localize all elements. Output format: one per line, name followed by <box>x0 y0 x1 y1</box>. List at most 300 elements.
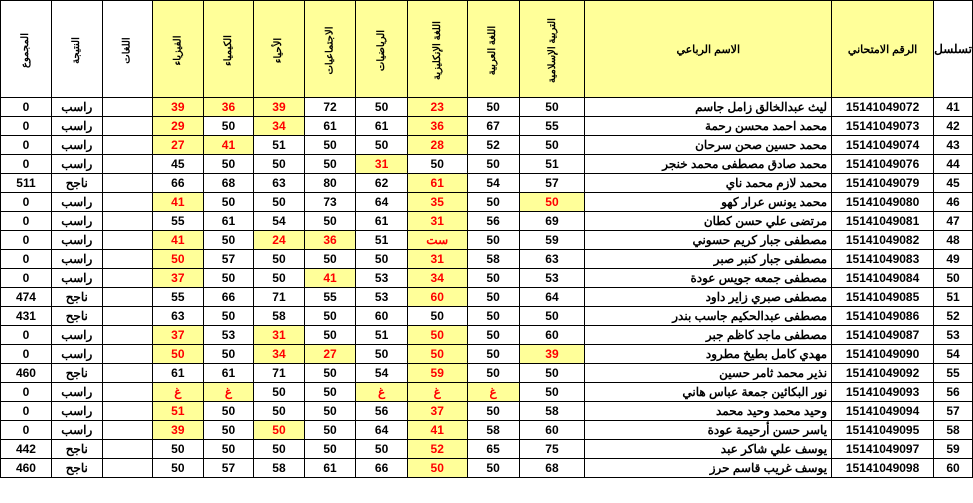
biology-cell: 58 <box>254 307 304 326</box>
student-name-cell: نور البكائين جمعة عباس هاني <box>585 383 832 402</box>
table-row <box>1 459 973 478</box>
social-cell: 61 <box>304 459 356 478</box>
english-cell: 34 <box>407 269 467 288</box>
exam-number-cell: 15141049080 <box>832 193 934 212</box>
social-cell: 50 <box>304 421 356 440</box>
social-cell: 50 <box>304 364 356 383</box>
biology-cell: 54 <box>254 212 304 231</box>
serial-cell: 54 <box>934 345 973 364</box>
islamic-cell: 50 <box>519 193 585 212</box>
islamic-cell: 60 <box>519 326 585 345</box>
student-name-cell: مصطفى جبار كنبر صبر <box>585 250 832 269</box>
math-cell: 53 <box>356 269 407 288</box>
islamic-cell: 50 <box>519 307 585 326</box>
biology-cell: 71 <box>254 364 304 383</box>
social-cell: 50 <box>304 326 356 345</box>
student-name-cell: مرتضى علي حسن كطان <box>585 212 832 231</box>
table-row <box>1 212 973 231</box>
arabic-cell: غ <box>467 383 519 402</box>
total-cell: 511 <box>1 174 52 193</box>
english-cell: 50 <box>407 326 467 345</box>
serial-cell: 57 <box>934 402 973 421</box>
islamic-cell: 50 <box>519 136 585 155</box>
math-cell: 50 <box>356 98 407 117</box>
physics-cell: 39 <box>153 98 204 117</box>
arabic-cell: 50 <box>467 345 519 364</box>
islamic-cell: 59 <box>519 231 585 250</box>
english-cell: غ <box>407 383 467 402</box>
serial-cell: 52 <box>934 307 973 326</box>
chemistry-cell: 36 <box>203 98 254 117</box>
physics-cell: 39 <box>153 421 204 440</box>
total-cell: 0 <box>1 231 52 250</box>
student-name-cell: محمد لازم محمد ناي <box>585 174 832 193</box>
arabic-cell: 56 <box>467 212 519 231</box>
exam-number-cell: 15141049093 <box>832 383 934 402</box>
header-row <box>1 1 973 98</box>
biology-cell: 71 <box>254 288 304 307</box>
math-cell: 51 <box>356 231 407 250</box>
result-cell: ناجح <box>51 174 102 193</box>
languages-cell <box>102 288 152 307</box>
physics-cell: 50 <box>153 345 204 364</box>
serial-cell: 49 <box>934 250 973 269</box>
social-cell: 50 <box>304 212 356 231</box>
exam-number-cell: 15141049086 <box>832 307 934 326</box>
biology-cell: 51 <box>254 136 304 155</box>
islamic-cell: 75 <box>519 440 585 459</box>
serial-cell: 48 <box>934 231 973 250</box>
islamic-cell: 51 <box>519 155 585 174</box>
student-name-cell: محمد حسين صحن سرحان <box>585 136 832 155</box>
total-cell: 460 <box>1 459 52 478</box>
physics-cell: 50 <box>153 250 204 269</box>
total-cell: 431 <box>1 307 52 326</box>
islamic-cell: 60 <box>519 421 585 440</box>
chemistry-cell: 57 <box>203 459 254 478</box>
islamic-cell: 50 <box>519 383 585 402</box>
social-cell: 50 <box>304 307 356 326</box>
student-name-cell: مصطفى جمعه جويس عودة <box>585 269 832 288</box>
chemistry-cell: 53 <box>203 326 254 345</box>
languages-cell <box>102 193 152 212</box>
social-cell: 50 <box>304 136 356 155</box>
table-row <box>1 269 973 288</box>
biology-cell: 34 <box>254 345 304 364</box>
exam-number-cell: 15141049084 <box>832 269 934 288</box>
total-cell: 474 <box>1 288 52 307</box>
table-row <box>1 288 973 307</box>
header-exam-number: الرقم الامتحاني <box>832 1 934 98</box>
social-cell: 80 <box>304 174 356 193</box>
social-cell: 50 <box>304 155 356 174</box>
math-cell: غ <box>356 383 407 402</box>
languages-cell <box>102 440 152 459</box>
math-cell: 53 <box>356 288 407 307</box>
english-cell: 31 <box>407 250 467 269</box>
result-cell: ناجح <box>51 364 102 383</box>
math-cell: 62 <box>356 174 407 193</box>
physics-cell: 66 <box>153 174 204 193</box>
languages-cell <box>102 364 152 383</box>
student-name-cell: ليث عبدالخالق زامل جاسم <box>585 98 832 117</box>
table-row <box>1 383 973 402</box>
math-cell: 64 <box>356 193 407 212</box>
social-cell: 55 <box>304 288 356 307</box>
social-cell: 50 <box>304 402 356 421</box>
header-serial: تسلسل <box>934 1 973 98</box>
islamic-cell: 39 <box>519 345 585 364</box>
islamic-cell: 63 <box>519 250 585 269</box>
table-row <box>1 402 973 421</box>
exam-number-cell: 15141049098 <box>832 459 934 478</box>
table-row <box>1 117 973 136</box>
islamic-cell: 57 <box>519 174 585 193</box>
english-cell: 50 <box>407 459 467 478</box>
total-cell: 0 <box>1 383 52 402</box>
exam-number-cell: 15141049076 <box>832 155 934 174</box>
islamic-cell: 50 <box>519 364 585 383</box>
student-name-cell: محمد صادق مصطفى محمد خنجر <box>585 155 832 174</box>
languages-cell <box>102 269 152 288</box>
serial-cell: 42 <box>934 117 973 136</box>
student-name-cell: مصطفى ماجد كاظم جبر <box>585 326 832 345</box>
social-cell: 41 <box>304 269 356 288</box>
chemistry-cell: 50 <box>203 307 254 326</box>
biology-cell: 50 <box>254 421 304 440</box>
exam-number-cell: 15141049087 <box>832 326 934 345</box>
total-cell: 0 <box>1 326 52 345</box>
total-cell: 0 <box>1 250 52 269</box>
chemistry-cell: 61 <box>203 212 254 231</box>
social-cell: 50 <box>304 440 356 459</box>
arabic-cell: 52 <box>467 136 519 155</box>
chemistry-cell: 50 <box>203 269 254 288</box>
social-cell: 72 <box>304 98 356 117</box>
biology-cell: 50 <box>254 402 304 421</box>
chemistry-cell: 57 <box>203 250 254 269</box>
social-cell: 73 <box>304 193 356 212</box>
islamic-cell: 53 <box>519 269 585 288</box>
arabic-cell: 50 <box>467 459 519 478</box>
english-cell: 60 <box>407 288 467 307</box>
exam-number-cell: 15141049085 <box>832 288 934 307</box>
exam-number-cell: 15141049072 <box>832 98 934 117</box>
chemistry-cell: 50 <box>203 402 254 421</box>
result-cell: راسب <box>51 269 102 288</box>
physics-cell: 29 <box>153 117 204 136</box>
english-cell: 59 <box>407 364 467 383</box>
total-cell: 0 <box>1 421 52 440</box>
languages-cell <box>102 383 152 402</box>
exam-number-cell: 15141049094 <box>832 402 934 421</box>
biology-cell: 24 <box>254 231 304 250</box>
student-name-cell: محمد يونس عرار كهو <box>585 193 832 212</box>
exam-number-cell: 15141049082 <box>832 231 934 250</box>
physics-cell: 50 <box>153 440 204 459</box>
serial-cell: 53 <box>934 326 973 345</box>
english-cell: 50 <box>407 345 467 364</box>
social-cell: 61 <box>304 117 356 136</box>
chemistry-cell: 50 <box>203 155 254 174</box>
physics-cell: 51 <box>153 402 204 421</box>
arabic-cell: 50 <box>467 269 519 288</box>
math-cell: 51 <box>356 326 407 345</box>
header-math: الرياضيات <box>356 1 407 98</box>
math-cell: 61 <box>356 212 407 231</box>
physics-cell: غ <box>153 383 204 402</box>
languages-cell <box>102 212 152 231</box>
social-cell: 50 <box>304 383 356 402</box>
english-cell: 50 <box>407 155 467 174</box>
biology-cell: 50 <box>254 383 304 402</box>
biology-cell: 31 <box>254 326 304 345</box>
exam-number-cell: 15141049081 <box>832 212 934 231</box>
result-cell: ناجح <box>51 440 102 459</box>
serial-cell: 55 <box>934 364 973 383</box>
arabic-cell: 50 <box>467 326 519 345</box>
languages-cell <box>102 402 152 421</box>
total-cell: 0 <box>1 193 52 212</box>
english-cell: 36 <box>407 117 467 136</box>
physics-cell: 27 <box>153 136 204 155</box>
table-row <box>1 326 973 345</box>
physics-cell: 55 <box>153 212 204 231</box>
header-social: الاجتماعيات <box>304 1 356 98</box>
languages-cell <box>102 307 152 326</box>
result-cell: راسب <box>51 212 102 231</box>
exam-number-cell: 15141049090 <box>832 345 934 364</box>
header-languages: اللغات <box>102 1 152 98</box>
total-cell: 0 <box>1 98 52 117</box>
arabic-cell: 65 <box>467 440 519 459</box>
languages-cell <box>102 155 152 174</box>
result-cell: راسب <box>51 155 102 174</box>
languages-cell <box>102 459 152 478</box>
chemistry-cell: 61 <box>203 364 254 383</box>
student-name-cell: يوسف غريب قاسم حرز <box>585 459 832 478</box>
biology-cell: 50 <box>254 155 304 174</box>
chemistry-cell: 50 <box>203 440 254 459</box>
arabic-cell: 50 <box>467 307 519 326</box>
math-cell: 56 <box>356 402 407 421</box>
languages-cell <box>102 136 152 155</box>
total-cell: 0 <box>1 212 52 231</box>
result-cell: راسب <box>51 98 102 117</box>
total-cell: 0 <box>1 117 52 136</box>
table-row <box>1 193 973 212</box>
serial-cell: 47 <box>934 212 973 231</box>
languages-cell <box>102 174 152 193</box>
biology-cell: 50 <box>254 269 304 288</box>
total-cell: 0 <box>1 136 52 155</box>
serial-cell: 60 <box>934 459 973 478</box>
physics-cell: 50 <box>153 459 204 478</box>
result-cell: راسب <box>51 421 102 440</box>
chemistry-cell: 41 <box>203 136 254 155</box>
total-cell: 0 <box>1 269 52 288</box>
physics-cell: 61 <box>153 364 204 383</box>
arabic-cell: 50 <box>467 193 519 212</box>
languages-cell <box>102 326 152 345</box>
math-cell: 50 <box>356 440 407 459</box>
table-row <box>1 345 973 364</box>
table-row <box>1 421 973 440</box>
result-cell: راسب <box>51 250 102 269</box>
total-cell: 442 <box>1 440 52 459</box>
exam-number-cell: 15141049079 <box>832 174 934 193</box>
result-cell: ناجح <box>51 288 102 307</box>
table-row <box>1 136 973 155</box>
chemistry-cell: 50 <box>203 345 254 364</box>
english-cell: 37 <box>407 402 467 421</box>
arabic-cell: 50 <box>467 364 519 383</box>
serial-cell: 43 <box>934 136 973 155</box>
english-cell: 23 <box>407 98 467 117</box>
physics-cell: 41 <box>153 193 204 212</box>
biology-cell: 34 <box>254 117 304 136</box>
english-cell: 28 <box>407 136 467 155</box>
english-cell: 35 <box>407 193 467 212</box>
table-row <box>1 231 973 250</box>
header-result: النتيجة <box>51 1 102 98</box>
math-cell: 50 <box>356 345 407 364</box>
exam-number-cell: 15141049073 <box>832 117 934 136</box>
chemistry-cell: 68 <box>203 174 254 193</box>
chemistry-cell: غ <box>203 383 254 402</box>
physics-cell: 37 <box>153 269 204 288</box>
physics-cell: 63 <box>153 307 204 326</box>
english-cell: 31 <box>407 212 467 231</box>
table-row <box>1 440 973 459</box>
table-row <box>1 307 973 326</box>
math-cell: 61 <box>356 117 407 136</box>
english-cell: 50 <box>407 307 467 326</box>
islamic-cell: 58 <box>519 402 585 421</box>
math-cell: 66 <box>356 459 407 478</box>
student-name-cell: مصطفى عبدالحكيم جاسب بندر <box>585 307 832 326</box>
student-name-cell: مصطفى صبري زاير داود <box>585 288 832 307</box>
exam-number-cell: 15141049095 <box>832 421 934 440</box>
student-name-cell: نذير محمد ثامر حسين <box>585 364 832 383</box>
serial-cell: 50 <box>934 269 973 288</box>
chemistry-cell: 66 <box>203 288 254 307</box>
student-name-cell: مهدي كامل بطيخ مطرود <box>585 345 832 364</box>
arabic-cell: 50 <box>467 288 519 307</box>
arabic-cell: 58 <box>467 250 519 269</box>
serial-cell: 45 <box>934 174 973 193</box>
biology-cell: 63 <box>254 174 304 193</box>
total-cell: 0 <box>1 155 52 174</box>
english-cell: ست <box>407 231 467 250</box>
header-chemistry: الكيمياء <box>203 1 254 98</box>
student-name-cell: محمد احمد محسن رحمة <box>585 117 832 136</box>
math-cell: 50 <box>356 136 407 155</box>
arabic-cell: 58 <box>467 421 519 440</box>
header-name: الاسم الرباعي <box>585 1 832 98</box>
arabic-cell: 50 <box>467 98 519 117</box>
chemistry-cell: 50 <box>203 117 254 136</box>
result-cell: راسب <box>51 345 102 364</box>
languages-cell <box>102 98 152 117</box>
result-cell: راسب <box>51 193 102 212</box>
exam-number-cell: 15141049092 <box>832 364 934 383</box>
english-cell: 61 <box>407 174 467 193</box>
result-cell: راسب <box>51 326 102 345</box>
result-cell: ناجح <box>51 459 102 478</box>
table-row <box>1 155 973 174</box>
student-name-cell: وحيد محمد وحيد محمد <box>585 402 832 421</box>
biology-cell: 50 <box>254 440 304 459</box>
student-name-cell: مصطفى جبار كريم حسوني <box>585 231 832 250</box>
student-name-cell: ياسر حسن أرحيمة عودة <box>585 421 832 440</box>
serial-cell: 41 <box>934 98 973 117</box>
social-cell: 36 <box>304 231 356 250</box>
islamic-cell: 68 <box>519 459 585 478</box>
total-cell: 0 <box>1 345 52 364</box>
serial-cell: 44 <box>934 155 973 174</box>
islamic-cell: 69 <box>519 212 585 231</box>
biology-cell: 50 <box>254 193 304 212</box>
header-islamic: التربية الإسلامية <box>519 1 585 98</box>
serial-cell: 46 <box>934 193 973 212</box>
header-arabic: اللغة العربية <box>467 1 519 98</box>
islamic-cell: 64 <box>519 288 585 307</box>
result-cell: ناجح <box>51 307 102 326</box>
physics-cell: 37 <box>153 326 204 345</box>
total-cell: 460 <box>1 364 52 383</box>
exam-number-cell: 15141049074 <box>832 136 934 155</box>
languages-cell <box>102 231 152 250</box>
header-total: المجموع <box>1 1 52 98</box>
english-cell: 52 <box>407 440 467 459</box>
arabic-cell: 50 <box>467 402 519 421</box>
serial-cell: 51 <box>934 288 973 307</box>
exam-number-cell: 15141049083 <box>832 250 934 269</box>
table-row <box>1 250 973 269</box>
header-physics: الفيزياء <box>153 1 204 98</box>
result-cell: راسب <box>51 117 102 136</box>
arabic-cell: 54 <box>467 174 519 193</box>
table-row <box>1 364 973 383</box>
math-cell: 60 <box>356 307 407 326</box>
social-cell: 27 <box>304 345 356 364</box>
math-cell: 64 <box>356 421 407 440</box>
result-cell: راسب <box>51 136 102 155</box>
total-cell: 0 <box>1 402 52 421</box>
result-cell: راسب <box>51 383 102 402</box>
social-cell: 50 <box>304 250 356 269</box>
header-biology: الأحياء <box>254 1 304 98</box>
physics-cell: 55 <box>153 288 204 307</box>
table-row <box>1 174 973 193</box>
physics-cell: 45 <box>153 155 204 174</box>
languages-cell <box>102 117 152 136</box>
chemistry-cell: 50 <box>203 231 254 250</box>
languages-cell <box>102 345 152 364</box>
english-cell: 41 <box>407 421 467 440</box>
islamic-cell: 55 <box>519 117 585 136</box>
serial-cell: 56 <box>934 383 973 402</box>
biology-cell: 50 <box>254 250 304 269</box>
languages-cell <box>102 421 152 440</box>
languages-cell <box>102 250 152 269</box>
table-row <box>1 98 973 117</box>
arabic-cell: 50 <box>467 155 519 174</box>
chemistry-cell: 50 <box>203 193 254 212</box>
math-cell: 50 <box>356 250 407 269</box>
exam-number-cell: 15141049097 <box>832 440 934 459</box>
